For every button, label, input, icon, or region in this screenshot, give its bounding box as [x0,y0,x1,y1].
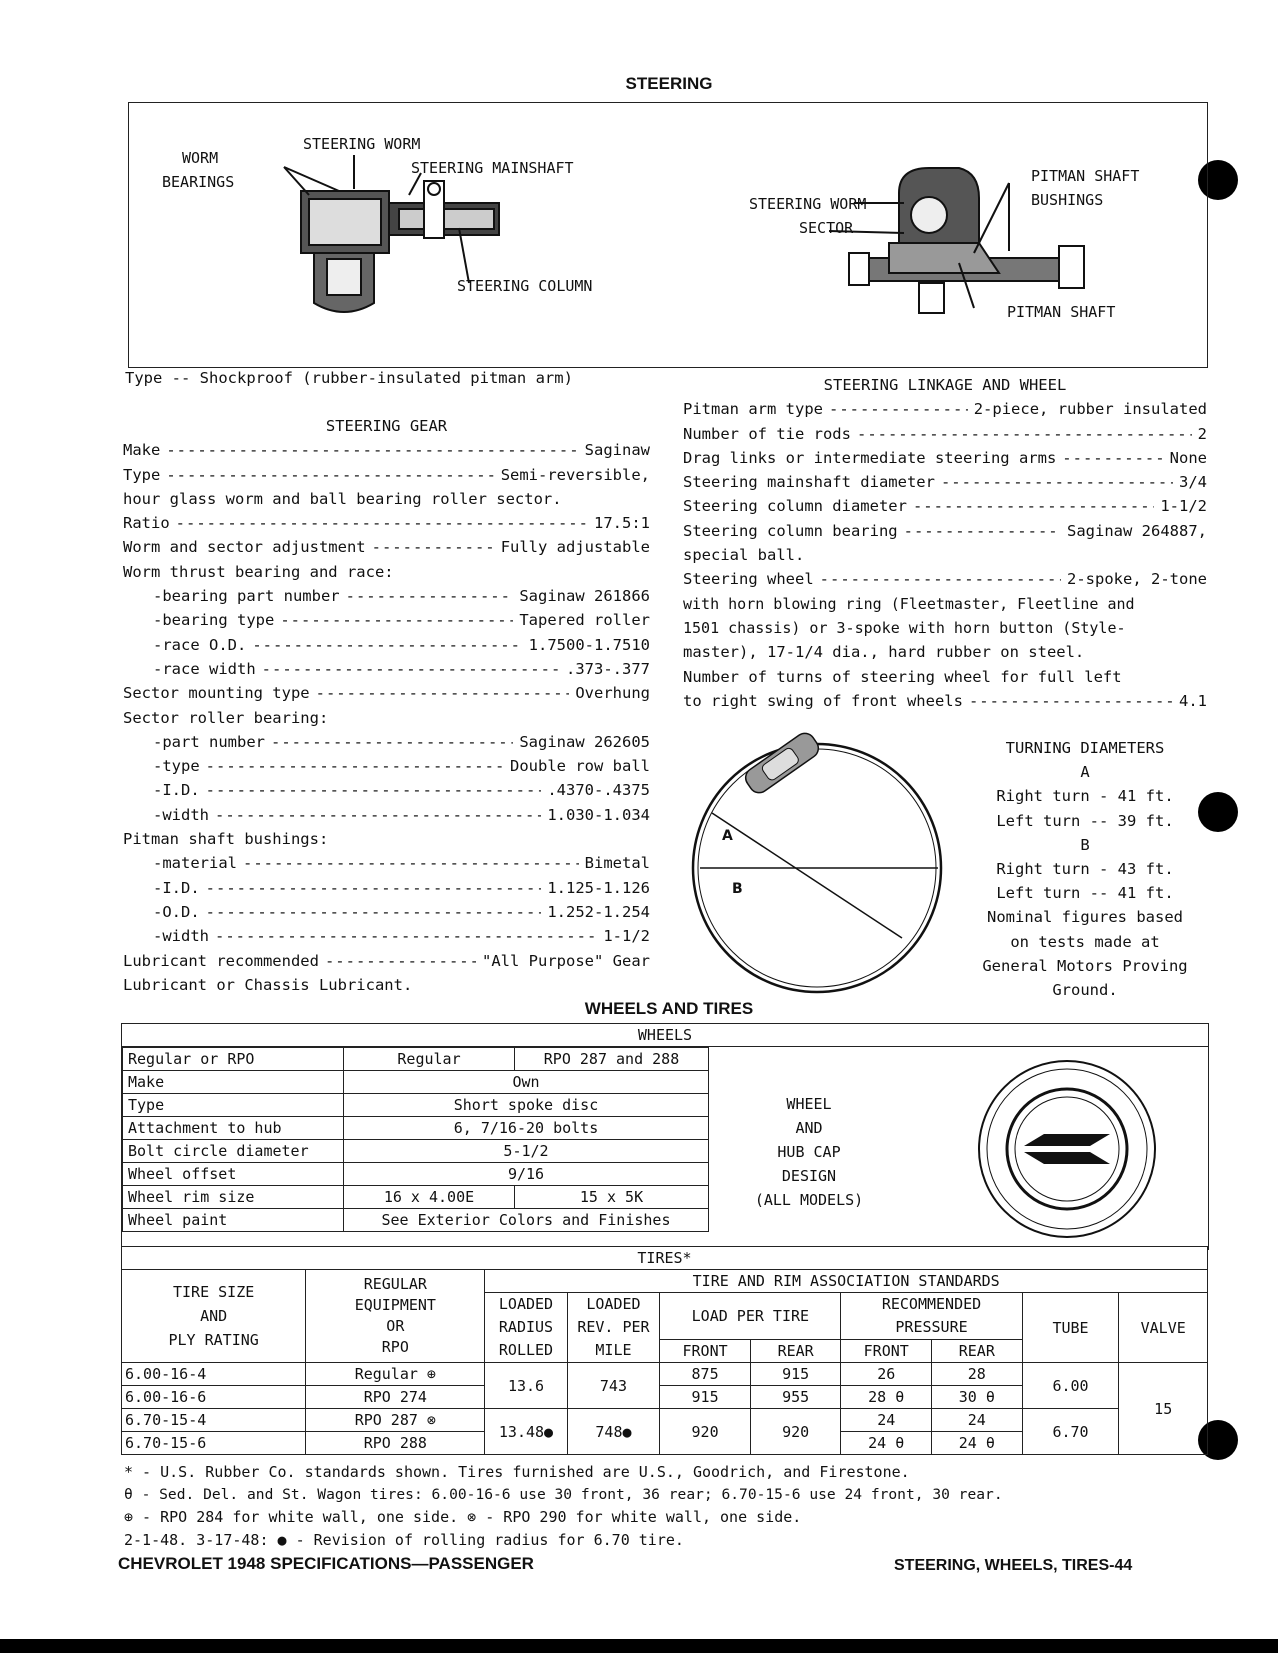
table-row: Make Own [123,1071,709,1094]
spec-row: Pitman arm type ----- 2-piece, rubber insulated [683,397,1207,421]
turning-b-left: Left turn -- 41 ft. [996,884,1174,903]
spec-row: -I.D. ----- 1.125-1.126 [123,876,650,900]
steering-gear-heading: STEERING GEAR [325,417,448,435]
spec-row: -race width ----- .373-.377 [123,657,650,681]
table-row: LOADED RADIUS ROLLED LOADED REV. PER MILE LOAD PER TIRE RECOMMENDED PRESSURE TUBE VALVE [122,1293,1208,1340]
turning-a: A [1080,763,1090,782]
table-row: 6.00-16-6 RPO 274 915 955 28 θ 30 θ [122,1386,1208,1409]
table-row: Wheel rim size 16 x 4.00E 15 x 5K [123,1186,709,1209]
table-row: Wheel paint See Exterior Colors and Finishes [123,1209,709,1232]
steering-linkage-section [683,373,1207,713]
table-row: TIRES* [122,1247,1208,1270]
steering-gear-section [123,414,650,997]
label-steering-column: STEERING COLUMN [457,277,593,295]
turning-note: on tests made at [1010,932,1160,951]
spec-row: Number of tie rods ----- 2 [683,422,1207,446]
type-line: Type -- Shockproof (rubber-insulated pitman arm) [125,369,573,387]
steering-gear-illustration [129,103,1207,367]
wheels-tires-heading: WHEELS AND TIRES [584,999,754,1018]
turning-diameter-diagram [682,728,952,998]
table-row: TIRE SIZE AND PLY RATING REGULAR EQUIPMENT OR RPO TIRE AND RIM ASSOCIATION STANDARDS [122,1270,1208,1293]
scan-edge-strip [0,1639,1278,1653]
spec-text: hour glass worm and ball bearing roller sector. [123,489,562,508]
spec-row: -part number ----- Saginaw 262605 [123,730,650,754]
label-worm-bearings-1: WORM [182,149,219,167]
spec-text: 1501 chassis) or 3-spoke with horn button (Style- [683,618,1126,637]
linkage-heading: STEERING LINKAGE AND WHEEL [823,376,1067,394]
footnote: ⊕ - RPO 284 for white wall, one side. ⊗ - RPO 290 for white wall, one side. [124,1508,802,1526]
label-worm-bearings-2: BEARINGS [162,173,235,191]
hubcap-emblem-icon [972,1054,1162,1244]
turning-note: General Motors Proving [982,956,1188,975]
hubcap-caption: WHEEL AND HUB CAP DESIGN (ALL MODELS) [754,1095,864,1209]
turning-heading: TURNING DIAMETERS [1005,739,1165,757]
turning-a-left: Left turn -- 39 ft. [996,811,1174,830]
footnotes [124,1461,1003,1551]
spec-row: Lubricant recommended ----- "All Purpose" Gear [123,949,650,973]
turning-note: Nominal figures based [987,908,1183,927]
spec-row: -width ----- 1-1/2 [123,924,650,948]
turning-b-right: Right turn - 43 ft. [996,860,1174,879]
circle-label-b: B [732,881,743,897]
spec-row: -type ----- Double row ball [123,754,650,778]
label-steering-worm: STEERING WORM [303,135,421,153]
header-rev: LOADED REV. PER MILE [567,1293,660,1363]
footer-right: STEERING, WHEELS, TIRES-44 [894,1557,1133,1574]
spec-row: -material ----- Bimetal [123,851,650,875]
table-row: FRONT REAR FRONT REAR [122,1340,1208,1363]
table-row: 6.70-15-6 RPO 288 24 θ 24 θ [122,1432,1208,1455]
table-row: Regular or RPO Regular RPO 287 and 288 [123,1048,709,1071]
turning-diameters-text [960,736,1210,1002]
spec-row: -bearing part number ----- Saginaw 261866 [123,584,650,608]
spec-row: -width ----- 1.030-1.034 [123,803,650,827]
spec-text: Pitman shaft bushings: [123,830,329,849]
spec-text: Worm thrust bearing and race: [123,562,394,581]
table-row: Wheel offset 9/16 [123,1163,709,1186]
label-right-steering-worm: STEERING WORM [749,195,867,213]
header-tire-size: TIRE SIZE AND PLY RATING [122,1270,306,1363]
page-title: STEERING [625,74,713,93]
spec-row: Ratio ----- 17.5:1 [123,511,650,535]
footnote: 2-1-48. 3-17-48: ● - Revision of rolling radius for 6.70 tire. [124,1530,684,1549]
table-row: Attachment to hub 6, 7/16-20 bolts [123,1117,709,1140]
label-pitman-bushings-1: PITMAN SHAFT [1031,167,1140,185]
spec-row: Drag links or intermediate steering arms ----- None [683,446,1207,470]
label-sector: SECTOR [799,219,854,237]
spec-row: Make ----- Saginaw [123,438,650,462]
spec-row: -O.D. ----- 1.252-1.254 [123,900,650,924]
label-steering-mainshaft: STEERING MAINSHAFT [411,159,574,177]
footnote: θ - Sed. Del. and St. Wagon tires: 6.00-16-6 use 30 front, 36 rear; 6.70-15-6 use 24 front, 30 rear. [124,1485,1003,1503]
footnote: * - U.S. Rubber Co. standards shown. Tires furnished are U.S., Goodrich, and Firestone. [124,1463,910,1481]
spec-text: Number of turns of steering wheel for full left [683,667,1122,686]
spec-row: Steering column diameter ----- 1-1/2 [683,494,1207,518]
turning-a-right: Right turn - 41 ft. [996,787,1174,806]
header-regular: REGULAR EQUIPMENT OR RPO [306,1270,485,1363]
spec-text: special ball. [683,546,805,565]
spec-row: Steering column bearing ----- Saginaw 264887, [683,519,1207,543]
spec-text: Sector roller bearing: [123,708,329,727]
header-radius: LOADED RADIUS ROLLED [485,1293,567,1363]
spec-row: Sector mounting type ----- Overhung [123,681,650,705]
steering-gear-diagram [128,102,1208,368]
spec-text: with horn blowing ring (Fleetmaster, Fleetline and [683,594,1135,613]
tires-table [121,1246,1208,1455]
spec-row: Steering mainshaft diameter ----- 3/4 [683,470,1207,494]
spec-row: Type ----- Semi-reversible, [123,463,650,487]
spec-text: Lubricant or Chassis Lubricant. [123,975,413,994]
turning-note: Ground. [1052,981,1118,1000]
spec-row: Worm and sector adjustment ----- Fully adjustable [123,535,650,559]
footer-left: CHEVROLET 1948 SPECIFICATIONS—PASSENGER [118,1554,534,1573]
spec-text: master), 17-1/4 dia., hard rubber on steel. [683,643,1085,662]
wheels-subheading: WHEELS [122,1024,1208,1047]
circle-label-a: A [722,828,733,844]
spec-row: to right swing of front wheels ----- 4.1 [683,689,1207,713]
table-row: Type Short spoke disc [123,1094,709,1117]
wheels-table [122,1047,709,1232]
header-pressure: RECOMMENDED PRESSURE [841,1293,1022,1340]
spec-row: -bearing type ----- Tapered roller [123,608,650,632]
table-row: 6.00-16-4 Regular ⊕ 13.6 743 875 915 26 28 6.00 15 [122,1363,1208,1386]
wheels-table-frame [121,1023,1209,1250]
spec-row: -I.D. ----- .4370-.4375 [123,778,650,802]
table-row: 6.70-15-4 RPO 287 ⊗ 13.48● 748● 920 920 24 24 6.70 [122,1409,1208,1432]
table-row: Bolt circle diameter 5-1/2 [123,1140,709,1163]
spec-row: Steering wheel ----- 2-spoke, 2-tone [683,567,1207,591]
label-pitman-shaft: PITMAN SHAFT [1007,303,1116,321]
label-pitman-bushings-2: BUSHINGS [1031,191,1104,209]
spec-row: -race O.D. ----- 1.7500-1.7510 [123,633,650,657]
turning-b: B [1080,835,1090,854]
